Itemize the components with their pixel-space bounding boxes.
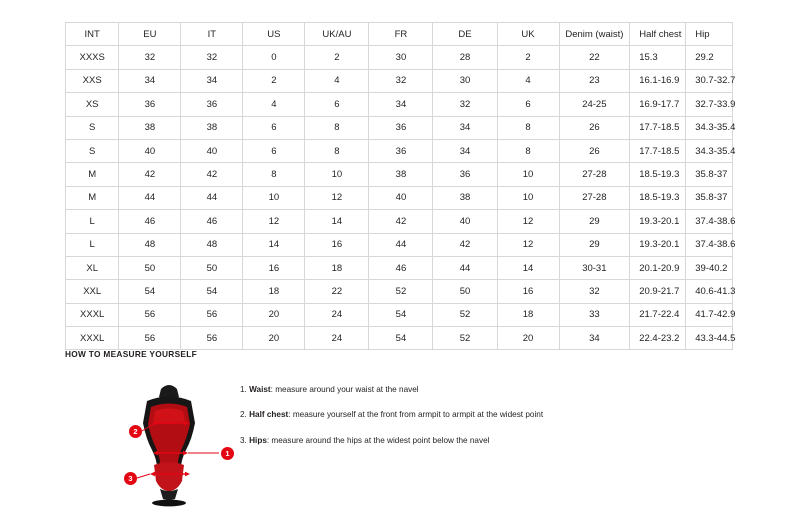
- cell-half-chest: 18.5-19.3: [630, 186, 686, 209]
- cell-fr: 52: [369, 280, 433, 303]
- column-header-us: US: [243, 23, 305, 46]
- cell-half-chest: 16.9-17.7: [630, 93, 686, 116]
- cell-fr: 38: [369, 163, 433, 186]
- table-row: [66, 116, 733, 139]
- cell-int: XL: [66, 256, 119, 279]
- cell-eu: 36: [119, 93, 181, 116]
- cell-hip: 32.7-33.9: [686, 93, 733, 116]
- cell-uk: 4: [497, 69, 559, 92]
- cell-eu: 54: [119, 280, 181, 303]
- cell-hip: 35.8-37: [686, 186, 733, 209]
- cell-uk-au: 10: [305, 163, 369, 186]
- cell-us: 18: [243, 280, 305, 303]
- cell-int: XXS: [66, 69, 119, 92]
- table-row: [66, 280, 733, 303]
- cell-it: 36: [181, 93, 243, 116]
- note-term: Half chest: [249, 410, 289, 420]
- cell-de: 34: [433, 139, 497, 162]
- cell-de: 28: [433, 46, 497, 69]
- cell-it: 54: [181, 280, 243, 303]
- column-header-uk: UK: [497, 23, 559, 46]
- cell-uk: 2: [497, 46, 559, 69]
- cell-uk: 14: [497, 256, 559, 279]
- cell-us: 6: [243, 116, 305, 139]
- cell-half-chest: 20.1-20.9: [630, 256, 686, 279]
- cell-eu: 40: [119, 139, 181, 162]
- column-header-fr: FR: [369, 23, 433, 46]
- cell-uk-au: 18: [305, 256, 369, 279]
- cell-int: XS: [66, 93, 119, 116]
- cell-uk-au: 22: [305, 280, 369, 303]
- cell-hip: 41.7-42.9: [686, 303, 733, 326]
- cell-hip: 37.4-38.6: [686, 233, 733, 256]
- cell-fr: 54: [369, 327, 433, 350]
- cell-hip: 35.8-37: [686, 163, 733, 186]
- table-row: [66, 327, 733, 350]
- cell-fr: 30: [369, 46, 433, 69]
- cell-it: 46: [181, 210, 243, 233]
- how-to-measure-section: [65, 349, 765, 483]
- cell-us: 16: [243, 256, 305, 279]
- marker-1-waist: 1: [221, 447, 234, 460]
- cell-hip: 34.3-35.4: [686, 139, 733, 162]
- column-header-it: IT: [181, 23, 243, 46]
- cell-it: 32: [181, 46, 243, 69]
- cell-us: 2: [243, 69, 305, 92]
- cell-hip: 30.7-32.7: [686, 69, 733, 92]
- measure-notes-list: [240, 385, 760, 461]
- cell-denim-waist: 27-28: [559, 186, 630, 209]
- table-header-row: [66, 23, 733, 46]
- cell-us: 4: [243, 93, 305, 116]
- cell-us: 20: [243, 327, 305, 350]
- cell-uk: 16: [497, 280, 559, 303]
- cell-eu: 34: [119, 69, 181, 92]
- cell-it: 44: [181, 186, 243, 209]
- cell-uk-au: 24: [305, 303, 369, 326]
- cell-int: L: [66, 233, 119, 256]
- cell-denim-waist: 30-31: [559, 256, 630, 279]
- cell-int: S: [66, 116, 119, 139]
- cell-eu: 44: [119, 186, 181, 209]
- cell-uk: 6: [497, 93, 559, 116]
- cell-de: 34: [433, 116, 497, 139]
- cell-denim-waist: 27-28: [559, 163, 630, 186]
- mannequin-figure-icon: [103, 377, 233, 507]
- cell-hip: 39-40.2: [686, 256, 733, 279]
- table-row: [66, 233, 733, 256]
- cell-half-chest: 16.1-16.9: [630, 69, 686, 92]
- cell-us: 0: [243, 46, 305, 69]
- table-row: [66, 163, 733, 186]
- cell-de: 32: [433, 93, 497, 116]
- cell-fr: 46: [369, 256, 433, 279]
- cell-de: 42: [433, 233, 497, 256]
- cell-half-chest: 17.7-18.5: [630, 116, 686, 139]
- cell-fr: 36: [369, 116, 433, 139]
- column-header-denim-waist: Denim (waist): [559, 23, 630, 46]
- cell-denim-waist: 33: [559, 303, 630, 326]
- table-row: [66, 210, 733, 233]
- column-header-half-chest: Half chest: [630, 23, 686, 46]
- cell-uk-au: 8: [305, 116, 369, 139]
- cell-fr: 36: [369, 139, 433, 162]
- cell-it: 56: [181, 303, 243, 326]
- cell-uk: 10: [497, 186, 559, 209]
- cell-denim-waist: 26: [559, 139, 630, 162]
- cell-eu: 48: [119, 233, 181, 256]
- cell-uk-au: 16: [305, 233, 369, 256]
- cell-it: 42: [181, 163, 243, 186]
- cell-int: M: [66, 163, 119, 186]
- cell-de: 30: [433, 69, 497, 92]
- note-index: 3.: [240, 435, 247, 445]
- measure-note-waist: [240, 385, 760, 395]
- table-row: [66, 303, 733, 326]
- marker-2-half-chest: 2: [129, 425, 142, 438]
- cell-denim-waist: 23: [559, 69, 630, 92]
- cell-denim-waist: 29: [559, 210, 630, 233]
- cell-de: 52: [433, 303, 497, 326]
- cell-us: 14: [243, 233, 305, 256]
- cell-half-chest: 21.7-22.4: [630, 303, 686, 326]
- how-to-measure-title: HOW TO MEASURE YOURSELF: [65, 349, 197, 359]
- cell-fr: 54: [369, 303, 433, 326]
- cell-hip: 34.3-35.4: [686, 116, 733, 139]
- cell-de: 50: [433, 280, 497, 303]
- cell-us: 12: [243, 210, 305, 233]
- cell-eu: 42: [119, 163, 181, 186]
- cell-int: L: [66, 210, 119, 233]
- cell-de: 52: [433, 327, 497, 350]
- cell-int: M: [66, 186, 119, 209]
- table-row: [66, 256, 733, 279]
- cell-it: 38: [181, 116, 243, 139]
- cell-int: S: [66, 139, 119, 162]
- cell-de: 38: [433, 186, 497, 209]
- cell-fr: 44: [369, 233, 433, 256]
- note-index: 2.: [240, 410, 247, 420]
- cell-denim-waist: 29: [559, 233, 630, 256]
- cell-eu: 38: [119, 116, 181, 139]
- table-row: [66, 69, 733, 92]
- column-header-eu: EU: [119, 23, 181, 46]
- column-header-uk-au: UK/AU: [305, 23, 369, 46]
- cell-int: XXXL: [66, 327, 119, 350]
- note-text: : measure around the hips at the widest point below the navel: [266, 435, 490, 445]
- cell-denim-waist: 24-25: [559, 93, 630, 116]
- table-row: [66, 93, 733, 116]
- cell-it: 56: [181, 327, 243, 350]
- cell-us: 20: [243, 303, 305, 326]
- cell-eu: 56: [119, 327, 181, 350]
- note-term: Hips: [249, 435, 267, 445]
- cell-uk-au: 24: [305, 327, 369, 350]
- column-header-hip: Hip: [686, 23, 733, 46]
- cell-half-chest: 19.3-20.1: [630, 233, 686, 256]
- cell-half-chest: 17.7-18.5: [630, 139, 686, 162]
- cell-half-chest: 15.3: [630, 46, 686, 69]
- note-text: : measure yourself at the front from armpit to armpit at the widest point: [288, 410, 544, 420]
- cell-half-chest: 20.9-21.7: [630, 280, 686, 303]
- cell-it: 50: [181, 256, 243, 279]
- mannequin-illustration: [103, 377, 233, 507]
- marker-3-hips: 3: [124, 472, 137, 485]
- cell-eu: 32: [119, 46, 181, 69]
- cell-hip: 43.3-44.5: [686, 327, 733, 350]
- cell-uk: 12: [497, 210, 559, 233]
- cell-fr: 34: [369, 93, 433, 116]
- cell-us: 10: [243, 186, 305, 209]
- cell-int: XXL: [66, 280, 119, 303]
- cell-uk-au: 12: [305, 186, 369, 209]
- column-header-int: INT: [66, 23, 119, 46]
- cell-de: 44: [433, 256, 497, 279]
- cell-uk-au: 14: [305, 210, 369, 233]
- cell-eu: 50: [119, 256, 181, 279]
- note-text: : measure around your waist at the navel: [270, 385, 419, 394]
- measure-note-hips: [240, 436, 760, 446]
- cell-de: 36: [433, 163, 497, 186]
- cell-fr: 40: [369, 186, 433, 209]
- cell-uk: 10: [497, 163, 559, 186]
- cell-hip: 40.6-41.3: [686, 280, 733, 303]
- cell-us: 8: [243, 163, 305, 186]
- note-index: 1.: [240, 385, 247, 394]
- cell-fr: 42: [369, 210, 433, 233]
- cell-hip: 29.2: [686, 46, 733, 69]
- table-row: [66, 186, 733, 209]
- cell-half-chest: 22.4-23.2: [630, 327, 686, 350]
- cell-half-chest: 18.5-19.3: [630, 163, 686, 186]
- cell-uk-au: 8: [305, 139, 369, 162]
- cell-it: 40: [181, 139, 243, 162]
- size-table-container: [65, 22, 736, 350]
- cell-eu: 46: [119, 210, 181, 233]
- note-term: Waist: [249, 385, 271, 394]
- cell-it: 48: [181, 233, 243, 256]
- cell-eu: 56: [119, 303, 181, 326]
- cell-uk-au: 4: [305, 69, 369, 92]
- cell-us: 6: [243, 139, 305, 162]
- table-row: [66, 139, 733, 162]
- cell-uk-au: 2: [305, 46, 369, 69]
- cell-uk: 12: [497, 233, 559, 256]
- size-conversion-table: [65, 22, 736, 350]
- cell-it: 34: [181, 69, 243, 92]
- column-header-de: DE: [433, 23, 497, 46]
- cell-denim-waist: 22: [559, 46, 630, 69]
- table-row: [66, 46, 733, 69]
- cell-uk-au: 6: [305, 93, 369, 116]
- cell-uk: 8: [497, 139, 559, 162]
- measure-note-half-chest: [240, 410, 760, 420]
- cell-hip: 37.4-38.6: [686, 210, 733, 233]
- cell-denim-waist: 26: [559, 116, 630, 139]
- cell-denim-waist: 32: [559, 280, 630, 303]
- cell-uk: 18: [497, 303, 559, 326]
- cell-int: XXXS: [66, 46, 119, 69]
- cell-de: 40: [433, 210, 497, 233]
- cell-fr: 32: [369, 69, 433, 92]
- cell-uk: 8: [497, 116, 559, 139]
- cell-int: XXXL: [66, 303, 119, 326]
- cell-half-chest: 19.3-20.1: [630, 210, 686, 233]
- cell-denim-waist: 34: [559, 327, 630, 350]
- cell-uk: 20: [497, 327, 559, 350]
